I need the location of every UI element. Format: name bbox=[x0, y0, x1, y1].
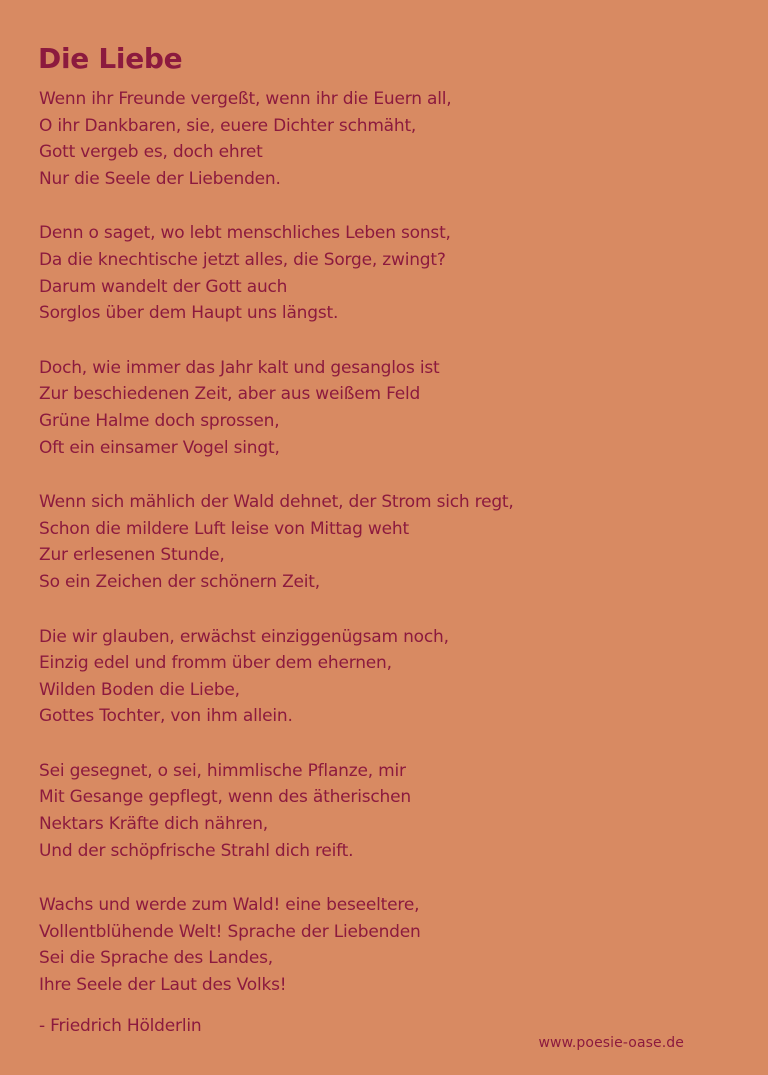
poem-line: Wilden Boden die Liebe, bbox=[39, 679, 240, 700]
poem-line: Darum wandelt der Gott auch bbox=[39, 276, 288, 297]
poem-line: Da die knechtische jetzt alles, die Sorge, zwingt? bbox=[39, 249, 446, 270]
poem-line: Zur erlesenen Stunde, bbox=[39, 545, 225, 566]
poem-line: Nektars Kräfte dich nähren, bbox=[39, 814, 268, 835]
website-credit: www.poesie-oase.de bbox=[538, 1035, 684, 1051]
poem-line: Denn o saget, wo lebt menschliches Leben sonst, bbox=[39, 223, 451, 244]
poem-line: Mit Gesange gepflegt, wenn des ätherischen bbox=[39, 787, 411, 808]
poem-line: So ein Zeichen der schönern Zeit, bbox=[39, 571, 320, 592]
poem-line: Wenn ihr Freunde vergeßt, wenn ihr die Euern all, bbox=[39, 89, 452, 109]
poem-line: Nur die Seele der Liebenden. bbox=[39, 168, 281, 189]
stanza-5 bbox=[39, 624, 739, 730]
poem-line: Sei gesegnet, o sei, himmlische Pflanze, mir bbox=[39, 760, 406, 781]
poem-line: Die wir glauben, erwächst einziggenügsam noch, bbox=[39, 626, 449, 647]
poem-line: Gott vergeb es, doch ehret bbox=[39, 142, 263, 163]
poem-line: Wachs und werde zum Wald! eine beseeltere, bbox=[39, 895, 420, 916]
stanza-2 bbox=[39, 220, 739, 326]
poem-body bbox=[39, 86, 739, 1027]
poem-line: O ihr Dankbaren, sie, euere Dichter schmäht, bbox=[39, 115, 417, 136]
poem-title: Die Liebe bbox=[38, 42, 183, 75]
poem-line: Sorglos über dem Haupt uns längst. bbox=[39, 303, 339, 324]
poem-line: Wenn sich mählich der Wald dehnet, der Strom sich regt, bbox=[39, 492, 514, 513]
poem-line: Ihre Seele der Laut des Volks! bbox=[39, 975, 287, 996]
poem-line: Zur beschiedenen Zeit, aber aus weißem Feld bbox=[39, 384, 421, 405]
stanza-1 bbox=[39, 86, 739, 192]
poem-line: Oft ein einsamer Vogel singt, bbox=[39, 437, 280, 458]
poem-author: - Friedrich Hölderlin bbox=[39, 1016, 202, 1036]
poem-line: Grüne Halme doch sprossen, bbox=[39, 410, 280, 431]
poem-line: Doch, wie immer das Jahr kalt und gesanglos ist bbox=[39, 357, 440, 378]
stanza-7 bbox=[39, 892, 739, 998]
poem-line: Schon die mildere Luft leise von Mittag weht bbox=[39, 518, 409, 539]
poem-line: Sei die Sprache des Landes, bbox=[39, 948, 274, 969]
stanza-3 bbox=[39, 355, 739, 461]
stanza-4 bbox=[39, 489, 739, 595]
poem-line: Vollentblühende Welt! Sprache der Liebenden bbox=[39, 921, 421, 942]
stanza-6 bbox=[39, 758, 739, 864]
poem-line: Und der schöpfrische Strahl dich reift. bbox=[39, 840, 354, 861]
poem-line: Gottes Tochter, von ihm allein. bbox=[39, 706, 293, 727]
poem-line: Einzig edel und fromm über dem ehernen, bbox=[39, 653, 392, 674]
